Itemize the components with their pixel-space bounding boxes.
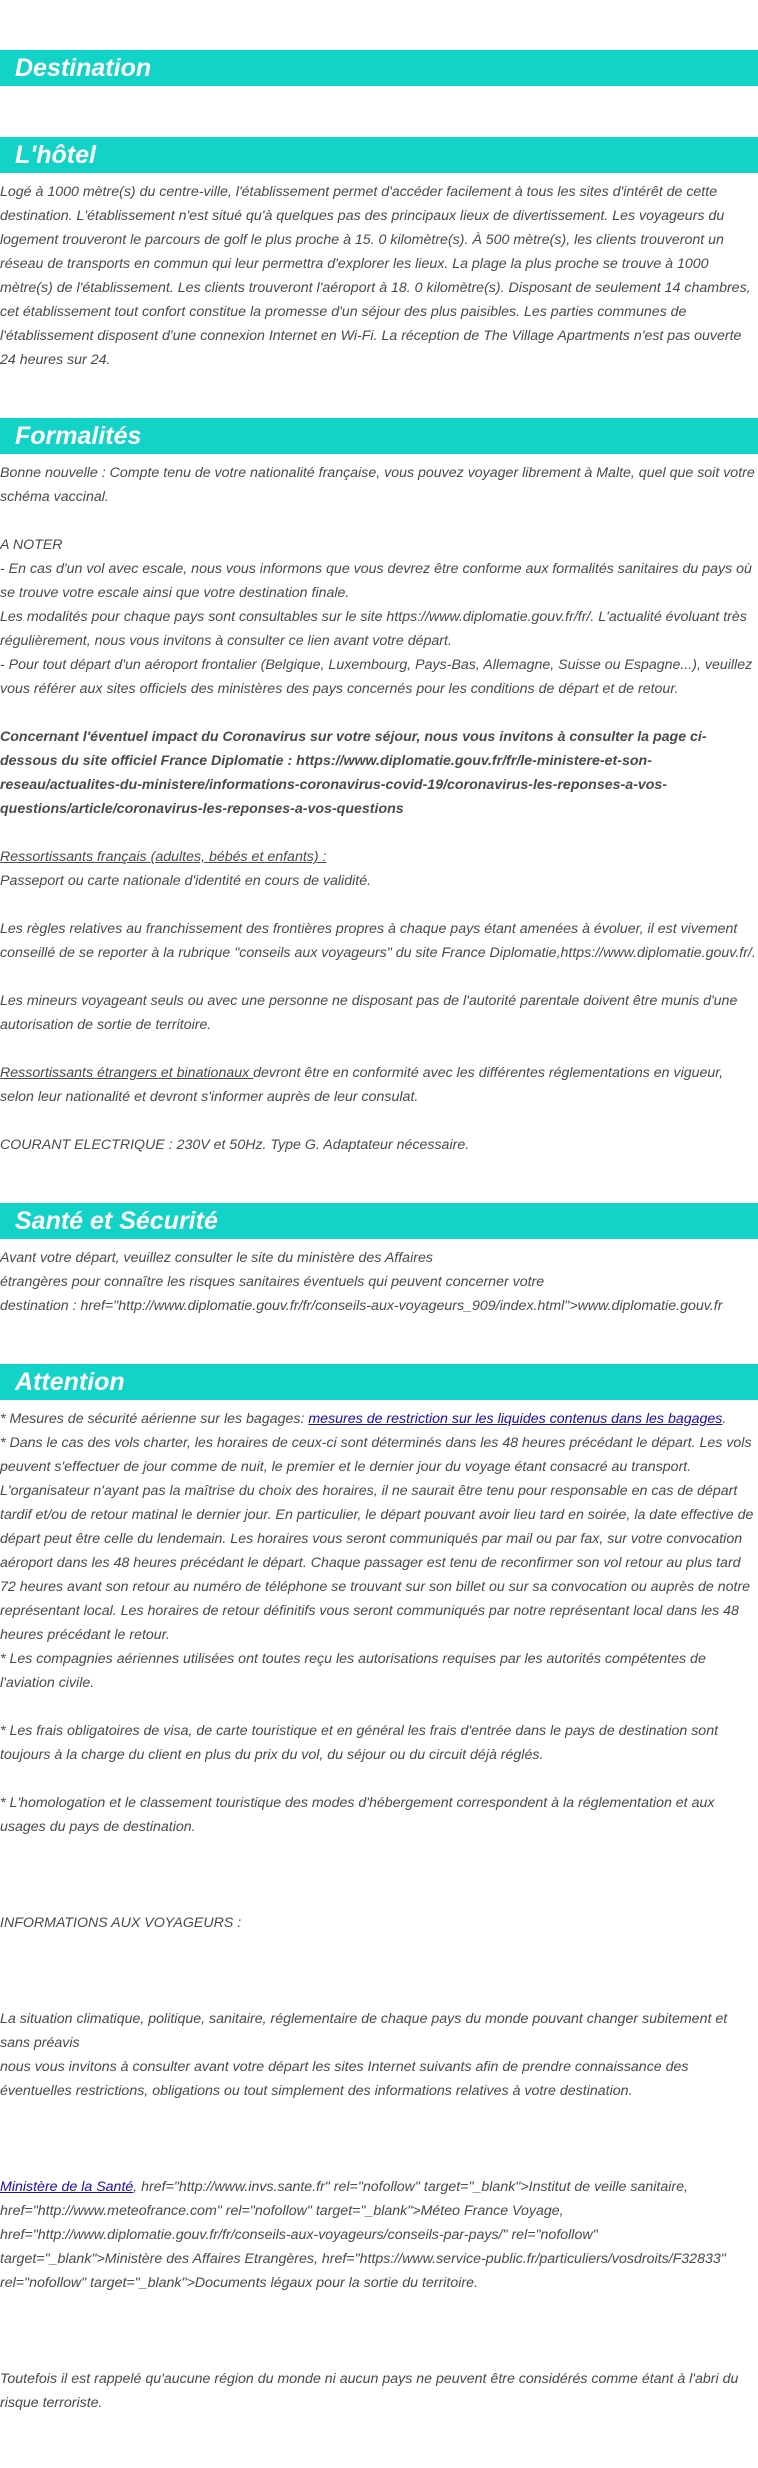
situation-text-2: nous vous invitons à consulter avant votre départ les sites Internet suivants afin de prendre connaissance des éventuelles restrictions, obligations ou tout simplement des informations relatives à votre destination. <box>0 2059 689 2099</box>
hotel-content <box>0 180 758 372</box>
situation-text-1: La situation climatique, politique, sanitaire, réglementaire de chaque pays du monde pouvant changer subitement et sans préavis <box>0 2011 728 2051</box>
surete-prefix: * Mesures de sécurité aérienne sur les bagages: <box>0 1411 309 1427</box>
sante-content <box>0 1246 758 1318</box>
frais-text: * Les frais obligatoires de visa, de carte touristique et en général les frais d'entrée dans le pays de destination sont toujours à la charge du client en plus du prix du vol, du séjour ou du circuit déjà réglés. <box>0 1723 719 1763</box>
ministere-sante-link[interactable]: Ministère de la Santé <box>0 2179 134 2195</box>
section-heading-hotel: L'hôtel <box>0 137 758 173</box>
note-title: A NOTER <box>0 537 63 553</box>
section-heading-formalites: Formalités <box>0 418 758 454</box>
compagnies-text: * Les compagnies aériennes utilisées ont toutes reçu les autorisations requises par les autorités compétentes de l'aviation civile. <box>0 1651 706 1691</box>
liquides-restriction-link[interactable]: mesures de restriction sur les liquides contenus dans les bagages <box>308 1411 723 1427</box>
etrangers-text: devront être en conformité avec les différentes réglementations en vigueur, selon leur nationalité et devront s'informer auprès de leur consulat. <box>0 1065 724 1105</box>
infos-voyageurs-title: INFORMATIONS AUX VOYAGEURS : <box>0 1915 242 1931</box>
section-heading-sante: Santé et Sécurité <box>0 1203 758 1239</box>
note-escale: - En cas d'un vol avec escale, nous vous informons que vous devrez être conforme aux formalités sanitaires du pays où se trouve votre escale ainsi que votre destination finale. <box>0 561 752 601</box>
surete-suffix: . <box>722 1411 727 1427</box>
section-heading-destination: Destination <box>0 50 758 86</box>
sante-line-2: étrangères pour connaître les risques sanitaires éventuels qui peuvent concerner votre <box>0 1274 545 1290</box>
mineurs-text: Les mineurs voyageant seuls ou avec une personne ne disposant pas de l'autorité parentale doivent être munis d'une autorisation de sortie de territoire. <box>0 993 738 1033</box>
homologation-text: * L'homologation et le classement touristique des modes d'hébergement correspondent à la réglementation et aux usages du pays de destination. <box>0 1795 715 1835</box>
etrangers-title: Ressortissants étrangers et binationaux <box>0 1065 254 1081</box>
note-frontalier: - Pour tout départ d'un aéroport frontalier (Belgique, Luxembourg, Pays-Bas, Allemagne, Suisse ou Espagne...), veuillez vous référer aux sites officiels des ministères des pays concernés pour les conditions de départ et de retour. <box>0 657 753 697</box>
note-modalites: Les modalités pour chaque pays sont consultables sur le site https://www.diplomatie.gouv.fr/fr/. L'actualité évoluant très régulièrement, nous vous invitons à consulter ce lien avant votre départ. <box>0 609 747 649</box>
sante-line-1: Avant votre départ, veuillez consulter le site du ministère des Affaires <box>0 1250 433 1266</box>
hotel-description: Logé à 1000 mètre(s) du centre-ville, l'établissement permet d'accéder facilement à tous les sites d'intérêt de cette destination. L'établissement n'est situé qu'à quelques pas des principaux lieux de divertissement. Les voyageurs du logement trouveront le parcours de golf le plus proche à 15. 0 kilomètre(s). À 500 mètre(s), les clients trouveront un réseau de transports en commun qui leur permettra d'explorer les lieux. La plage la plus proche se trouve à 1000 mètre(s) de l'établissement. Les clients trouveront l'aéroport à 18. 0 kilomètre(s). Disposant de seulement 14 chambres, cet établissement tout confort constitue la promesse d'un séjour des plus paisibles. Les parties communes de l'établissement disposent d'une connexion Internet en Wi-Fi. La réception de The Village Apartments n'est pas ouverte 24 heures sur 24. <box>0 184 751 368</box>
surete-paragraph <box>0 1407 758 1431</box>
frontieres-text: Les règles relatives au franchissement des frontières propres à chaque pays étant amenées à évoluer, il est vivement conseillé de se reporter à la rubrique "conseils aux voyageurs" du site France Diplomatie,https://www.diplomatie.gouv.fr/. <box>0 921 756 961</box>
ministere-text: , href="http://www.invs.sante.fr" rel="nofollow" target="_blank">Institut de veille sanitaire, href="http://www.meteofrance.com" rel="nofollow" target="_blank">Méteo France Voyage, href="http://www.diplomatie.gouv.fr/fr/conseils-aux-voyageurs/conseils-par-pays/" rel="nofollow" target="_blank">Ministère des Affaires Etrangères, href="https://www.service-public.fr/particuliers/vosdroits/F32833" rel="nofollow" target="_blank">Documents légaux pour la sortie du territoire. <box>0 2179 726 2291</box>
charter-text: * Dans le cas des vols charter, les horaires de ceux-ci sont déterminés dans les 48 heures précédant le départ. Les vols peuvent s'effectuer de jour comme de nuit, le premier et le dernier jour du voyage étant consacré au transport. L'organisateur n'ayant pas la maîtrise du choix des horaires, il ne saurait être tenu pour responsable en cas de départ tardif et/ou de retour matinal le dernier jour. En particulier, le départ pouvant avoir lieu tard en soirée, la date effective de départ peut être celle du lendemain. Les horaires vous seront communiqués par mail ou par fax, sur votre convocation aéroport dans les 48 heures précédant le départ. Chaque passager est tenu de reconfirmer son vol retour au plus tard 72 heures avant son retour au numéro de téléphone se trouvant sur son billet ou sur sa convocation ou auprès de notre représentant local. Les horaires de retour définitifs vous seront communiqués par notre représentant local dans les 48 heures précédant le retour. <box>0 1435 754 1643</box>
attention-content <box>0 1407 758 2415</box>
formalites-content <box>0 461 758 1157</box>
terrorisme-text: Toutefois il est rappelé qu'aucune région du monde ni aucun pays ne peuvent être considérés comme étant à l'abri du risque terroriste. <box>0 2371 739 2411</box>
etrangers-paragraph <box>0 1061 758 1109</box>
ressortissants-text: Passeport ou carte nationale d'identité en cours de validité. <box>0 873 372 889</box>
sante-line-3: destination : href="http://www.diplomatie.gouv.fr/fr/conseils-aux-voyageurs_909/index.html">www.diplomatie.gouv.fr <box>0 1298 723 1314</box>
formalites-intro: Bonne nouvelle : Compte tenu de votre nationalité française, vous pouvez voyager librement à Malte, quel que soit votre schéma vaccinal. <box>0 465 755 505</box>
covid-notice: Concernant l'éventuel impact du Coronavirus sur votre séjour, nous vous invitons à consulter la page ci-dessous du site officiel France Diplomatie : https://www.diplomatie.gouv.fr/fr/le-ministere-et-son-reseau/actualites-du-ministere/informations-coronavirus-covid-19/coronavirus-les-reponses-a-vos-questions/article/coronavirus-les-reponses-a-vos-questions <box>0 729 707 817</box>
courant-electrique: COURANT ELECTRIQUE : 230V et 50Hz. Type G. Adaptateur nécessaire. <box>0 1137 470 1153</box>
section-heading-attention: Attention <box>0 1364 758 1400</box>
ressortissants-title: Ressortissants français (adultes, bébés et enfants) : <box>0 849 327 865</box>
ministere-paragraph <box>0 2175 758 2295</box>
